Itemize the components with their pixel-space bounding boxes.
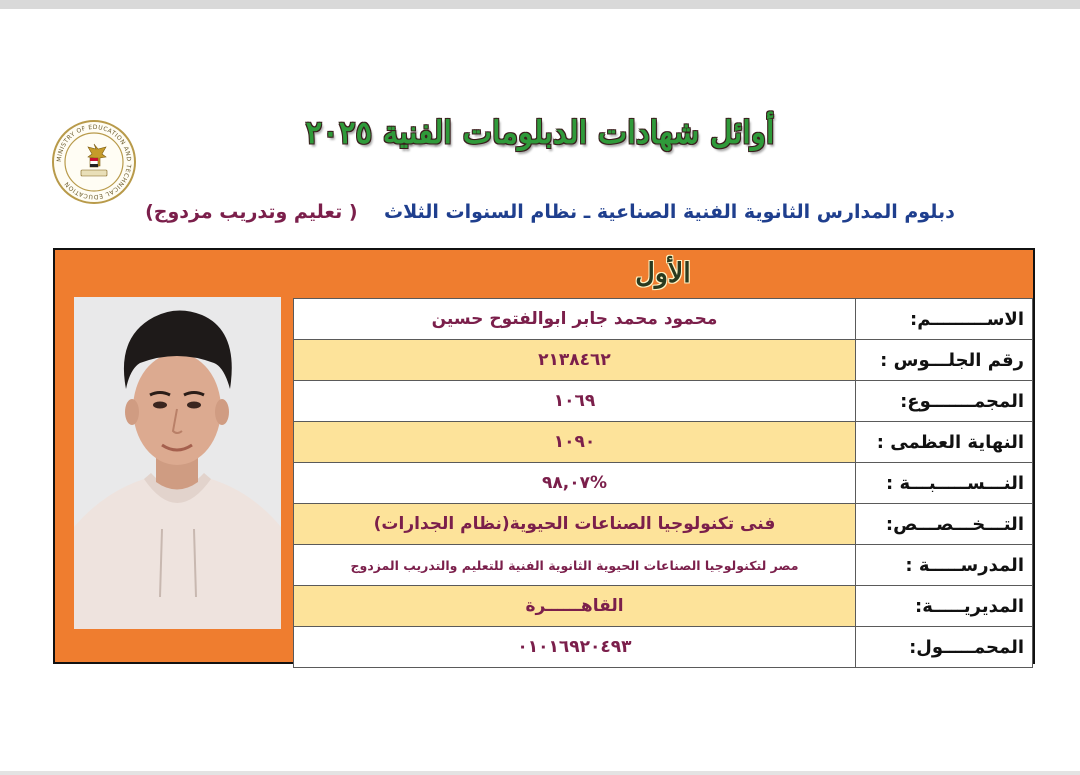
row-total xyxy=(294,381,1033,422)
label-mobile: المحمـــــول: xyxy=(856,627,1033,668)
bottom-border-strip xyxy=(0,771,1080,775)
subtitle-diploma: دبلوم المدارس الثانوية الفنية الصناعية ـ نظام السنوات الثلاث xyxy=(384,201,955,223)
label-max-score: النهاية العظمى : xyxy=(856,422,1033,463)
subtitle-dual-system: ( تعليم وتدريب مزدوج) xyxy=(145,201,358,223)
label-total: المجمـــــــوع: xyxy=(856,381,1033,422)
value-seat-number: ٢١٣٨٤٦٢ xyxy=(294,340,856,381)
rank-heading: الأول xyxy=(635,258,691,289)
value-directorate: القاهــــــرة xyxy=(294,586,856,627)
value-specialization: فنى تكنولوجيا الصناعات الحيوية(نظام الجدارات) xyxy=(294,504,856,545)
row-specialization xyxy=(294,504,1033,545)
label-percentage: النـــســـــبـــة : xyxy=(856,463,1033,504)
row-max-score xyxy=(294,422,1033,463)
label-directorate: المديريـــــة: xyxy=(856,586,1033,627)
row-directorate xyxy=(294,586,1033,627)
row-percentage xyxy=(294,463,1033,504)
page-title: أوائل شهادات الدبلومات الفنية ٢٠٢٥ xyxy=(305,115,775,151)
logo-ring-text: MINISTRY OF EDUCATION AND TECHNICAL EDUCATION xyxy=(55,123,133,201)
value-total: ١٠٦٩ xyxy=(294,381,856,422)
label-seat-number: رقم الجلـــوس : xyxy=(856,340,1033,381)
label-specialization: التـــخـــصـــص: xyxy=(856,504,1033,545)
row-school xyxy=(294,545,1033,586)
label-name: الاســـــــــم: xyxy=(856,299,1033,340)
value-max-score: ١٠٩٠ xyxy=(294,422,856,463)
value-mobile: ٠١٠١٦٩٢٠٤٩٣ xyxy=(294,627,856,668)
top-border-strip xyxy=(0,0,1080,9)
value-percentage: %٩٨,٠٧ xyxy=(294,463,856,504)
student-info-table xyxy=(293,298,1033,668)
label-school: المدرســـــة : xyxy=(856,545,1033,586)
value-school: مصر لتكنولوجيا الصناعات الحيوية الثانوية الفنية للتعليم والتدريب المزدوج xyxy=(294,545,856,586)
row-mobile xyxy=(294,627,1033,668)
ministry-of-education-seal-icon xyxy=(47,120,141,204)
row-seat-number xyxy=(294,340,1033,381)
row-name xyxy=(294,299,1033,340)
page-subtitle xyxy=(110,194,990,230)
student-portrait-photo xyxy=(74,297,281,629)
value-name: محمود محمد جابر ابوالفتوح حسين xyxy=(294,299,856,340)
